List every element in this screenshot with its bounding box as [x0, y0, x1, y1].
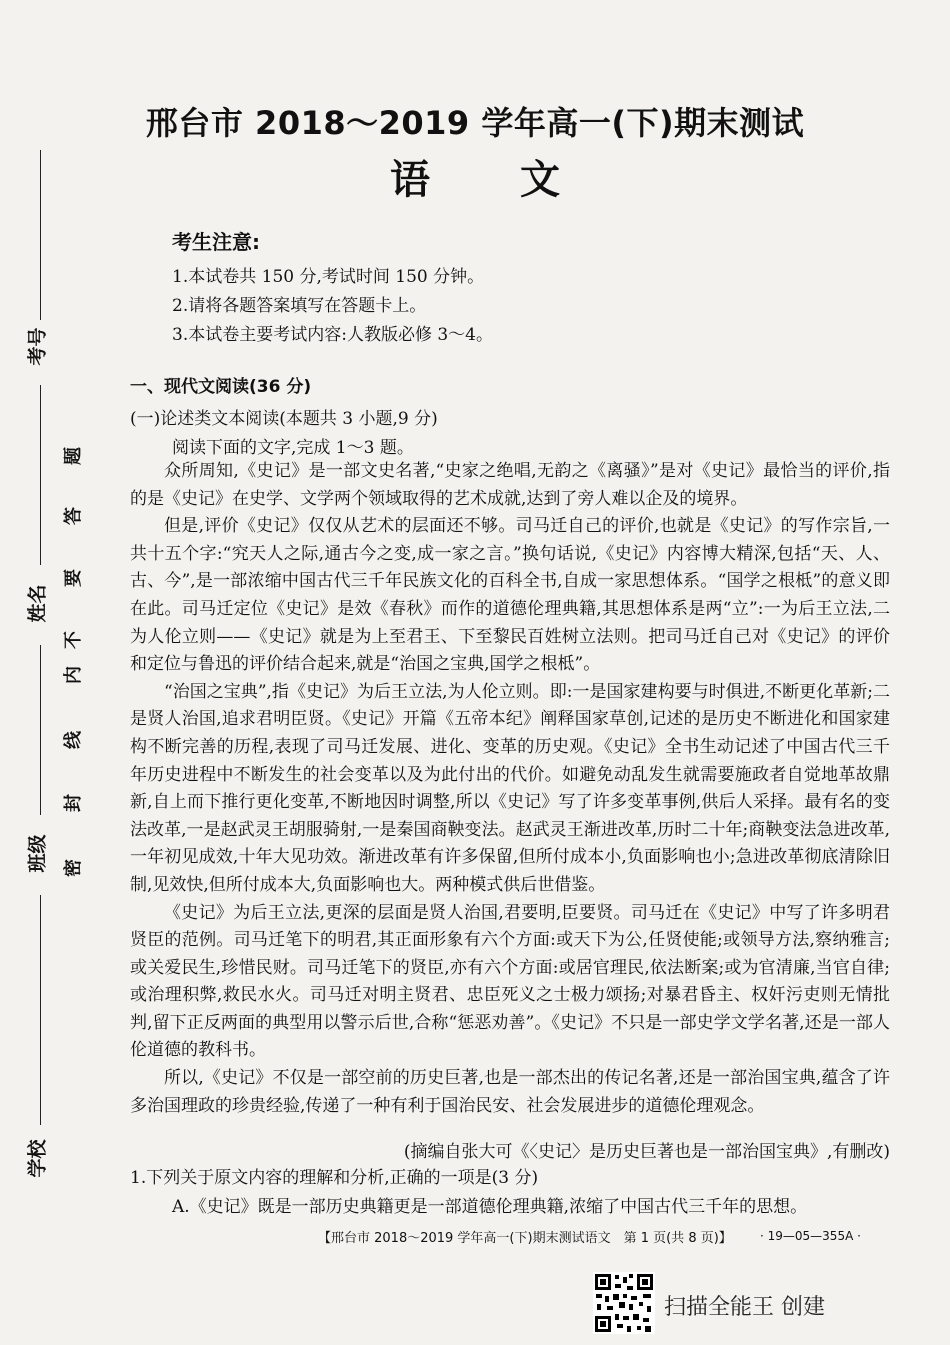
exam-title: 邢台市 2018～2019 学年高一(下)期末测试 [145, 104, 805, 142]
notice-item: 2.请将各题答案填写在答题卡上。 [172, 296, 427, 316]
passage-paragraph: “治国之宝典”,指《史记》为后王立法,为人伦立则。即:一是国家建构要与时俱进,不断更化革新;二是贤人治国,追求君明臣贤。《史记》开篇《五帝本纪》阐释国家草创,记述的是历史不断进化和国家建构不断完善的历程,表现了司马迁发展、进化、变革的历史观。《史记》全书生动记述了中国古代三千年历史进程中不断发生的社会变革以及为此付出的代价。如避免动乱发生就需要施政者自觉地革故鼎新,自上而下推行更化变革,不断地因时调整,所以《史记》写了许多变革事例,供后人采择。最有名的变法改革,一是赵武灵王胡服骑射,一是秦国商鞅变法。赵武灵王渐进改革,历时二十年;商鞅变法急进改革,一年初见成效,十年大见功效。渐进改革有许多保留,但所付成本小,负面影响也小;急进改革彻底清除旧制,见效快,但所付成本大,负面影响也大。两种模式供后世借鉴。 [130, 681, 890, 895]
passage-paragraph: 但是,评价《史记》仅仅从艺术的层面还不够。司马迁自己的评价,也就是《史记》的写作宗旨,一共十五个字:“究天人之际,通古今之变,成一家之言。”换句话说,《史记》内容博大精深,包括“天、人、古、今”,是一部浓缩中国古代三千年民族文化的百科全书,自成一家思想体系。“国学之根柢”的意义即在此。司马迁定位《史记》是效《春秋》而作的道德伦理典籍,其思想体系是两“立”:一为后王立法,二为人伦立则——《史记》就是为上至君王、下至黎民百姓树立法则。把司马迁自己对《史记》的评价和定位与鲁迅的评价结合起来,就是“治国之宝典,国学之根柢”。 [130, 516, 890, 675]
passage-paragraph: 众所周知,《史记》是一部文史名著,“史家之绝唱,无韵之《离骚》”是对《史记》最恰当的评价,指的是《史记》在史学、文学两个领域取得的艺术成就,达到了旁人难以企及的境界。 [130, 461, 890, 509]
margin-line-mid [40, 385, 41, 565]
question-1: 1.下列关于原文内容的理解和分析,正确的一项是(3 分) [130, 1168, 539, 1188]
margin-label-class: 班级 [26, 834, 49, 873]
margin-line-lower [40, 645, 41, 815]
notice-item: 3.本试卷主要考试内容:人教版必修 3～4。 [172, 325, 493, 345]
subsection-heading: (一)论述类文本阅读(本题共 3 小题,9 分) [130, 409, 438, 429]
margin-label-exam-number: 考号 [26, 327, 49, 366]
margin-label-school: 学校 [26, 1139, 49, 1178]
margin-line-bottom [40, 895, 41, 1125]
seal-char: 题 [63, 447, 84, 465]
seal-char: 要 [63, 569, 84, 587]
passage-source: (摘编自张大可《〈史记〉是历史巨著也是一部治国宝典》,有删改) [403, 1142, 890, 1162]
notice-item: 1.本试卷共 150 分,考试时间 150 分钟。 [172, 267, 485, 287]
page-footer: 【邢台市 2018～2019 学年高一(下)期末测试语文 第 1 页(共 8 页)】 [318, 1231, 732, 1246]
notice-heading: 考生注意: [172, 230, 260, 254]
paper-code: · 19—05—355A · [760, 1229, 861, 1243]
seal-char: 内 [63, 666, 84, 684]
reading-passage [130, 458, 890, 1120]
passage-paragraph: 所以,《史记》不仅是一部空前的历史巨著,也是一部杰出的传记名著,还是一部治国宝典,蕴含了许多治国理政的珍贵经验,传递了一种有利于国治民安、社会发展进步的道德伦理观念。 [130, 1068, 890, 1116]
seal-char: 封 [63, 794, 84, 812]
seal-char: 不 [63, 631, 84, 649]
question-1-option-a: A.《史记》既是一部历史典籍更是一部道德伦理典籍,浓缩了中国古代三千年的思想。 [172, 1197, 808, 1217]
seal-char: 线 [63, 731, 84, 749]
passage-paragraph: 《史记》为后王立法,更深的层面是贤人治国,君要明,臣要贤。司马迁在《史记》中写了许多明君贤臣的范例。司马迁笔下的明君,其正面形象有六个方面:或天下为公,任贤使能;或领导方法,察纳雅言;或关爱民生,珍惜民财。司马迁笔下的贤臣,亦有六个方面:或居官理民,依法断案;或为官清廉,当官自律;或治理积弊,救民水火。司马迁对明主贤君、忠臣死义之士极力颂扬;对暴君昏主、权奸污吏则无情批判,留下正反两面的典型用以警示后世,合称“惩恶劝善”。《史记》不只是一部史学文学名著,还是一部人伦道德的教科书。 [130, 902, 890, 1061]
section-heading: 一、现代文阅读(36 分) [130, 377, 312, 397]
seal-char: 密 [63, 859, 84, 877]
reading-instruction: 阅读下面的文字,完成 1～3 题。 [172, 438, 414, 458]
seal-char: 答 [63, 507, 84, 525]
qr-code-icon [593, 1272, 655, 1334]
scanner-watermark-label: 扫描全能王 创建 [664, 1295, 825, 1320]
margin-label-name: 姓名 [26, 584, 49, 623]
exam-subject: 语文 [390, 157, 650, 203]
